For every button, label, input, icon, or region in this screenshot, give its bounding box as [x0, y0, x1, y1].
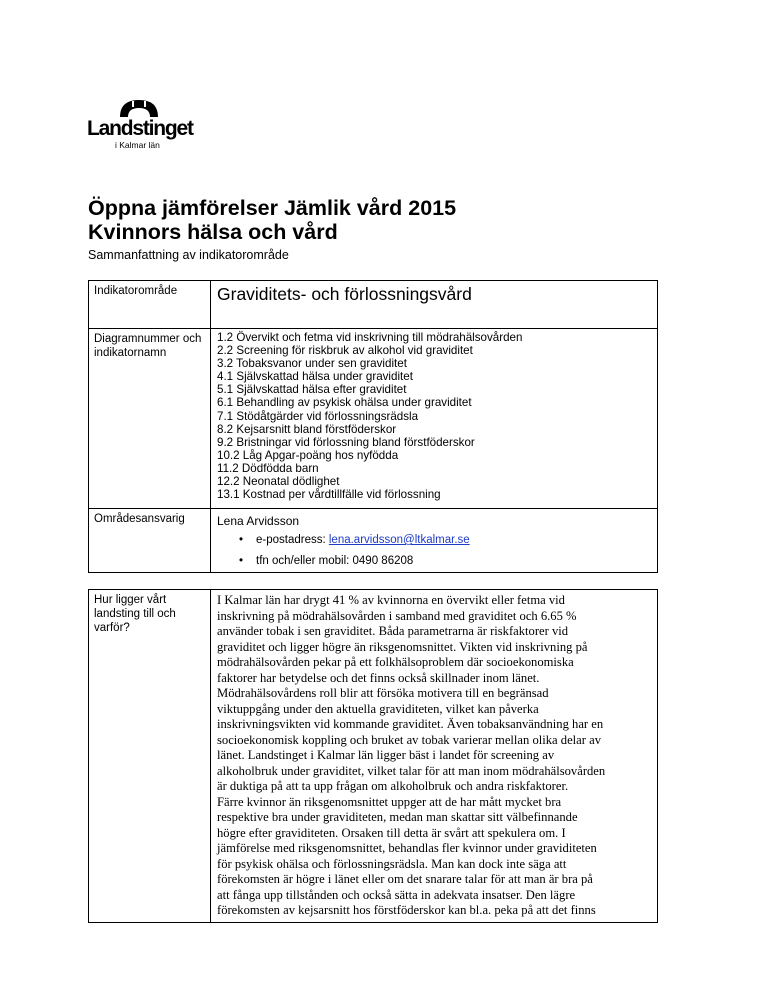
indicator-item: 2.2 Screening för riskbruk av alkohol vid graviditet [217, 344, 473, 358]
indicator-list [211, 329, 657, 501]
email-item [239, 530, 657, 551]
analysis-table [88, 589, 658, 923]
indicator-item: 7.1 Stödåtgärder vid förlossningsrädsla [217, 409, 419, 423]
analysis-line: Mödrahälsovårdens roll blir att försöka motivera till en begränsad [217, 686, 549, 700]
analysis-row [89, 590, 658, 923]
indicator-item: 6.1 Behandling av psykisk ohälsa under graviditet [217, 396, 472, 410]
phone-item: • tfn och/eller mobil: 0490 86208 [239, 551, 657, 572]
area-row [89, 281, 658, 329]
analysis-line: Färre kvinnor än riksgenomsnittet uppger att de har mått mycket bra [217, 794, 562, 809]
landstinget-logo [87, 97, 197, 153]
analysis-line: I Kalmar län har drygt 41 % av kvinnorna en övervikt eller fetma vid [217, 593, 565, 607]
contact-list [211, 530, 657, 572]
area-value: Graviditets- och förlossningsvård [211, 281, 658, 329]
indicators-label: Diagramnummer och indikatornamn [89, 329, 211, 509]
analysis-text [211, 590, 658, 923]
analysis-line: inskrivning på mödrahälsovården i samband med graviditet och 6.65 % [217, 608, 577, 623]
indicator-item: 13.1 Kostnad per vårdtillfälle vid förlossning [217, 488, 441, 502]
responsible-name: Lena Arvidsson [217, 514, 300, 528]
arch-logo-icon [117, 97, 161, 119]
page-title [88, 196, 456, 244]
analysis-line: viktuppgång under den aktuella graviditeten, vilket kan påverka [217, 701, 539, 716]
indicator-item: 5.1 Självskattad hälsa efter graviditet [217, 383, 407, 397]
summary-table [88, 280, 658, 573]
analysis-line: jämförelse med riksgenomsnittet, behandlas fler kvinnor under graviditeten [217, 841, 597, 855]
analysis-line: respektive bra under graviditeten, medan man skattar sitt välbefinnande [217, 810, 578, 824]
analysis-line: graviditet och ligger högre än riksgenomsnittet. Vikten vid inskrivning på [217, 639, 588, 654]
title-line-2: Kvinnors hälsa och vård [88, 220, 338, 244]
indicator-item: 12.2 Neonatal dödlighet [217, 475, 340, 489]
indicator-item: 1.2 Övervikt och fetma vid inskrivning till mödrahälsovården [217, 331, 523, 344]
analysis-line: faktorer har betydelse och det finns också skillnader inom länet. [217, 670, 540, 685]
responsible-cell [211, 509, 658, 573]
indicator-item: 4.1 Självskattad hälsa under graviditet [217, 370, 413, 384]
analysis-line: mödrahälsovården pekar på ett folkhälsoproblem där socioekonomiska [217, 655, 574, 669]
page-subtitle: Sammanfattning av indikatorområde [88, 248, 289, 262]
indicators-cell [211, 329, 658, 509]
responsible-label: Områdesansvarig [89, 509, 211, 573]
analysis-line: inskrivningsvikten vid kommande graviditet. Även tobaksanvändning har en [217, 717, 604, 731]
indicator-item: 10.2 Låg Apgar-poäng hos nyfödda [217, 448, 399, 462]
analysis-line: är duktiga på att ta upp frågan om alkoholbruk och andra riskfaktorer. [217, 779, 569, 793]
analysis-line: socioekonomisk koppling och bruket av tobak varierar mellan olika delar av [217, 732, 601, 747]
indicator-item: 3.2 Tobaksvanor under sen graviditet [217, 357, 407, 371]
analysis-line: förekomsten är högre i länet eller om det snarare talar för att man är bra på [217, 872, 593, 886]
analysis-line: att fånga upp tillstånden och också sätta in adekvata insatser. Den lägre [217, 887, 576, 902]
title-line-1: Öppna jämförelser Jämlik vård 2015 [88, 196, 457, 220]
analysis-line: använder tobak i sen graviditet. Båda parametrarna är riskfaktorer vid [217, 624, 569, 638]
analysis-line: alkoholbruk under graviditet, vilket talar för att man inom mödrahälsovården [217, 763, 606, 778]
indicator-item: 8.2 Kejsarsnitt bland förstföderskor [217, 422, 397, 436]
indicators-row [89, 329, 658, 509]
logo-wordmark: Landstinget [87, 117, 193, 140]
responsible-row [89, 509, 658, 573]
question-label: Hur ligger vårt landsting till och varför? [89, 590, 211, 923]
area-label: Indikatorområde [89, 281, 211, 329]
email-label: e-postadress: [256, 534, 329, 546]
analysis-line: länet. Landstinget i Kalmar län ligger bäst i landet för screening av [217, 748, 555, 762]
indicator-item: 9.2 Bristningar vid förlossning bland förstföderskor [217, 435, 475, 449]
logo-subtitle: i Kalmar län [115, 140, 160, 150]
indicator-item: 11.2 Dödfödda barn [217, 461, 319, 475]
email-link[interactable]: lena.arvidsson@ltkalmar.se [328, 534, 470, 546]
analysis-line: högre efter graviditeten. Orsaken till detta är svårt att spekulera om. I [217, 825, 566, 840]
analysis-line: för psykisk ohälsa och förlossningsrädsla. Man kan dock inte säga att [217, 856, 567, 871]
analysis-line: förekomsten av kejsarsnitt hos förstföderskor kan bl.a. peka på att det finns [217, 903, 596, 917]
